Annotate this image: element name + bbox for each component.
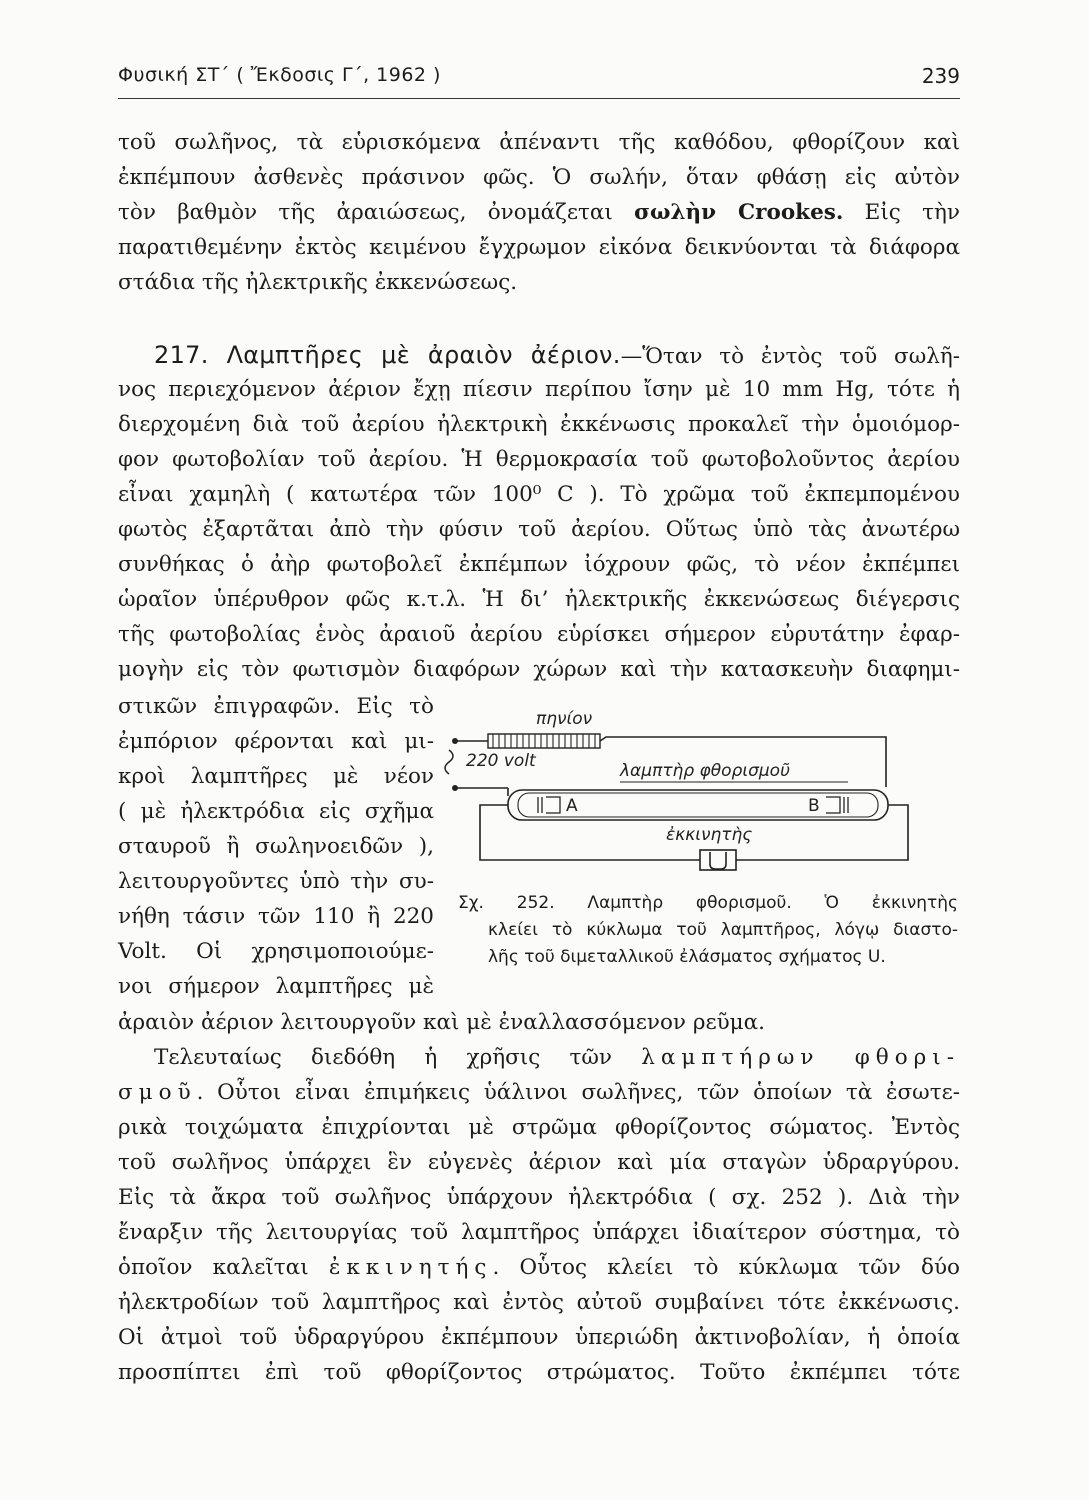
text-line: ὡραῖον ὑπέρυθρον φῶς κ.τ.λ. Ἡ δι’ ἠλεκτρικῆς ἐκκενώσεως διέγερσις [118, 587, 960, 612]
text-line: φωτὸς ἐξαρτᾶται ἀπὸ τὴν φύσιν τοῦ ἀερίου. Οὕτως ὑπὸ τὰς ἀνωτέρω [118, 517, 960, 542]
spaced-term: λαμπτήρων φθορι- [641, 1045, 960, 1070]
text-line: τῆς φωτοβολίας ἑνὸς ἀραιοῦ ἀερίου εὑρίσκει σήμερον εὐρυτάτην ἐφαρ- [118, 622, 960, 647]
text-line: ἀραιὸν ἀέριον λειτουργοῦν καὶ μὲ ἐναλλασσόμενον ρεῦμα. [118, 1010, 766, 1035]
text-span: Εἰς τὴν [843, 200, 960, 225]
spaced-term: σμοῦ [118, 1080, 197, 1105]
electrode-b [826, 797, 848, 813]
text-span: . Οὗτοι εἶναι ἐπιμήκεις ὑάλινοι σωλῆνες, τῶν ὁποίων τὰ ἐσωτε- [196, 1080, 960, 1105]
starter [700, 850, 736, 870]
text-span: . Οὗτος κλείει τὸ κύκλωμα τῶν δύο [492, 1255, 960, 1280]
text-line: μογὴν εἰς τὸν φωτισμὸν διαφόρων χώρων καὶ τὴν κατασκευὴν διαφημι- [118, 657, 960, 682]
ac-symbol [445, 750, 453, 774]
text-line: νος περιεχόμενον ἀέριον ἔχῃ πίεσιν περίπου ἴσην μὲ 10 mm Hg, τότε ἡ [118, 377, 960, 402]
lamp-tube [508, 790, 888, 820]
page-header [118, 62, 960, 99]
bold-term: σωλὴν Crookes. [634, 200, 844, 225]
caption-line: Σχ. 252. Λαμπτὴρ φθορισμοῦ. Ὁ ἐκκινητὴς [458, 893, 958, 913]
bimetal-u-icon [710, 852, 726, 869]
text-line: τοῦ σωλῆνος ὑπάρχει ἓν εὐγενὲς ἀέριον καὶ μία σταγὼν ὑδραργύρου. [118, 1150, 960, 1175]
text-line: διερχομένη διὰ τοῦ ἀερίου ἠλεκτρικὴ ἐκκένωσις προκαλεῖ τὴν ὁμοιόμορ- [118, 412, 960, 437]
text-line: εἶναι χαμηλὴ ( κατωτέρα τῶν 100⁰ C ). Τὸ χρῶμα τοῦ ἐκπεμπομένου [118, 482, 960, 507]
text-line: Εἰς τὰ ἄκρα τοῦ σωλῆνος ὑπάρχουν ἠλεκτρόδια ( σχ. 252 ). Διὰ τὴν [118, 1185, 960, 1210]
text-line: τοῦ σωλῆνος, τὰ εὑρισκόμενα ἀπέναντι τῆς καθόδου, φθορίζουν καὶ [118, 130, 960, 155]
text-span: Τελευταίως διεδόθη ἡ χρῆσις τῶν [154, 1045, 642, 1070]
text-line: παρατιθεμένην ἐκτὸς κειμένου ἔγχρωμον εἰκόνα δεικνύονται τὰ διάφορα [118, 235, 960, 260]
text-line [118, 1078, 960, 1108]
text-line: νοι σήμερον λαμπτῆρες μὲ [118, 974, 434, 999]
label-electrode-b: Β [808, 796, 820, 816]
label-electrode-a: Α [566, 796, 578, 816]
text-line: ρικὰ τοιχώματα ἐπιχρίονται μὲ στρῶμα φθορίζοντος σώματος. Ἐντὸς [118, 1115, 960, 1140]
figure-caption [458, 890, 958, 971]
text-line: κροὶ λαμπτῆρες μὲ νέον [118, 764, 434, 789]
label-voltage: 220 volt [466, 751, 536, 771]
text-span: ὁποῖον καλεῖται [118, 1255, 329, 1280]
caption-line: κλείει τὸ κύκλωμα τοῦ λαμπτῆρος, λόγῳ διαστο- [488, 920, 958, 940]
text-line: νήθη τάσιν τῶν 110 ἢ 220 [118, 904, 434, 929]
section-heading: 217. Λαμπτῆρες μὲ ἀραιὸν ἀέριον. [154, 341, 621, 369]
text-line: ἔναρξιν τῆς λειτουργίας τοῦ λαμπτῆρος ὑπάρχει ἰδιαίτερον σύστημα, τὸ [118, 1220, 960, 1245]
label-pinion: πηνίον [536, 709, 593, 729]
text-line: Οἱ ἀτμοὶ τοῦ ὑδραργύρου ἐκπέμπουν ὑπεριώδη ἀκτινοβολίαν, ἡ ὁποία [118, 1325, 960, 1350]
text-line: ἐμπόριον φέρονται καὶ μι- [118, 729, 434, 754]
circuit-figure [438, 700, 958, 890]
text-span: τὸν βαθμὸν τῆς ἀραιώσεως, ὀνομάζεται [118, 200, 635, 225]
text-line: φον φωτοβολίαν τοῦ ἀερίου. Ἡ θερμοκρασία τοῦ φωτοβολοῦντος ἀερίου [118, 447, 960, 472]
text-line: ἐκπέμπουν ἀσθενὲς πράσινον φῶς. Ὁ σωλήν, ὅταν φθάσῃ εἰς αὐτὸν [118, 165, 960, 190]
electrode-a [538, 797, 560, 813]
text-line: σταυροῦ ἢ σωληνοειδῶν ), [118, 834, 434, 859]
text-line [118, 1043, 960, 1073]
text-line: ἠλεκτροδίων τοῦ λαμπτῆρος καὶ ἐντὸς αὐτοῦ συμβαίνει τότε ἐκκένωσις. [118, 1290, 960, 1315]
page-number: 239 [921, 64, 960, 88]
label-lamp: λαμπτὴρ φθορισμοῦ [620, 761, 790, 781]
spaced-term: ἐκκινητής [328, 1255, 493, 1280]
label-starter: ἐκκινητὴς [666, 825, 753, 845]
text-line: συνθήκας ὁ ἀὴρ φωτοβολεῖ ἐκπέμπων ἰόχρουν φῶς, τὸ νέον ἐκπέμπει [118, 552, 960, 577]
text-line [118, 198, 960, 228]
fluorescent-lamp-diagram [438, 700, 958, 890]
text-line: ( μὲ ἠλεκτρόδια εἰς σχῆμα [118, 799, 434, 824]
text-line: στικῶν ἐπιγραφῶν. Εἰς τὸ [118, 694, 434, 719]
text-line: λειτουργοῦντες ὑπὸ τὴν συ- [118, 869, 434, 894]
text-line: στάδια τῆς ἠλεκτρικῆς ἐκκενώσεως. [118, 270, 518, 295]
text-line [118, 1253, 960, 1283]
caption-line: λῆς τοῦ διμεταλλικοῦ ἐλάσματος σχήματος U. [488, 947, 886, 967]
running-title: Φυσική ΣΤ΄ ( Ἔκδοσις Γ΄, 1962 ) [118, 64, 441, 86]
text-span: —Ὅταν τὸ ἐντὸς τοῦ σωλῆ- [620, 344, 960, 369]
section-first-line [118, 340, 960, 372]
text-line: Volt. Οἱ χρησιμοποιούμε- [118, 939, 434, 964]
text-line: προσπίπτει ἐπὶ τοῦ φθορίζοντος στρώματος. Τοῦτο ἐκπέμπει τότε [118, 1360, 960, 1385]
